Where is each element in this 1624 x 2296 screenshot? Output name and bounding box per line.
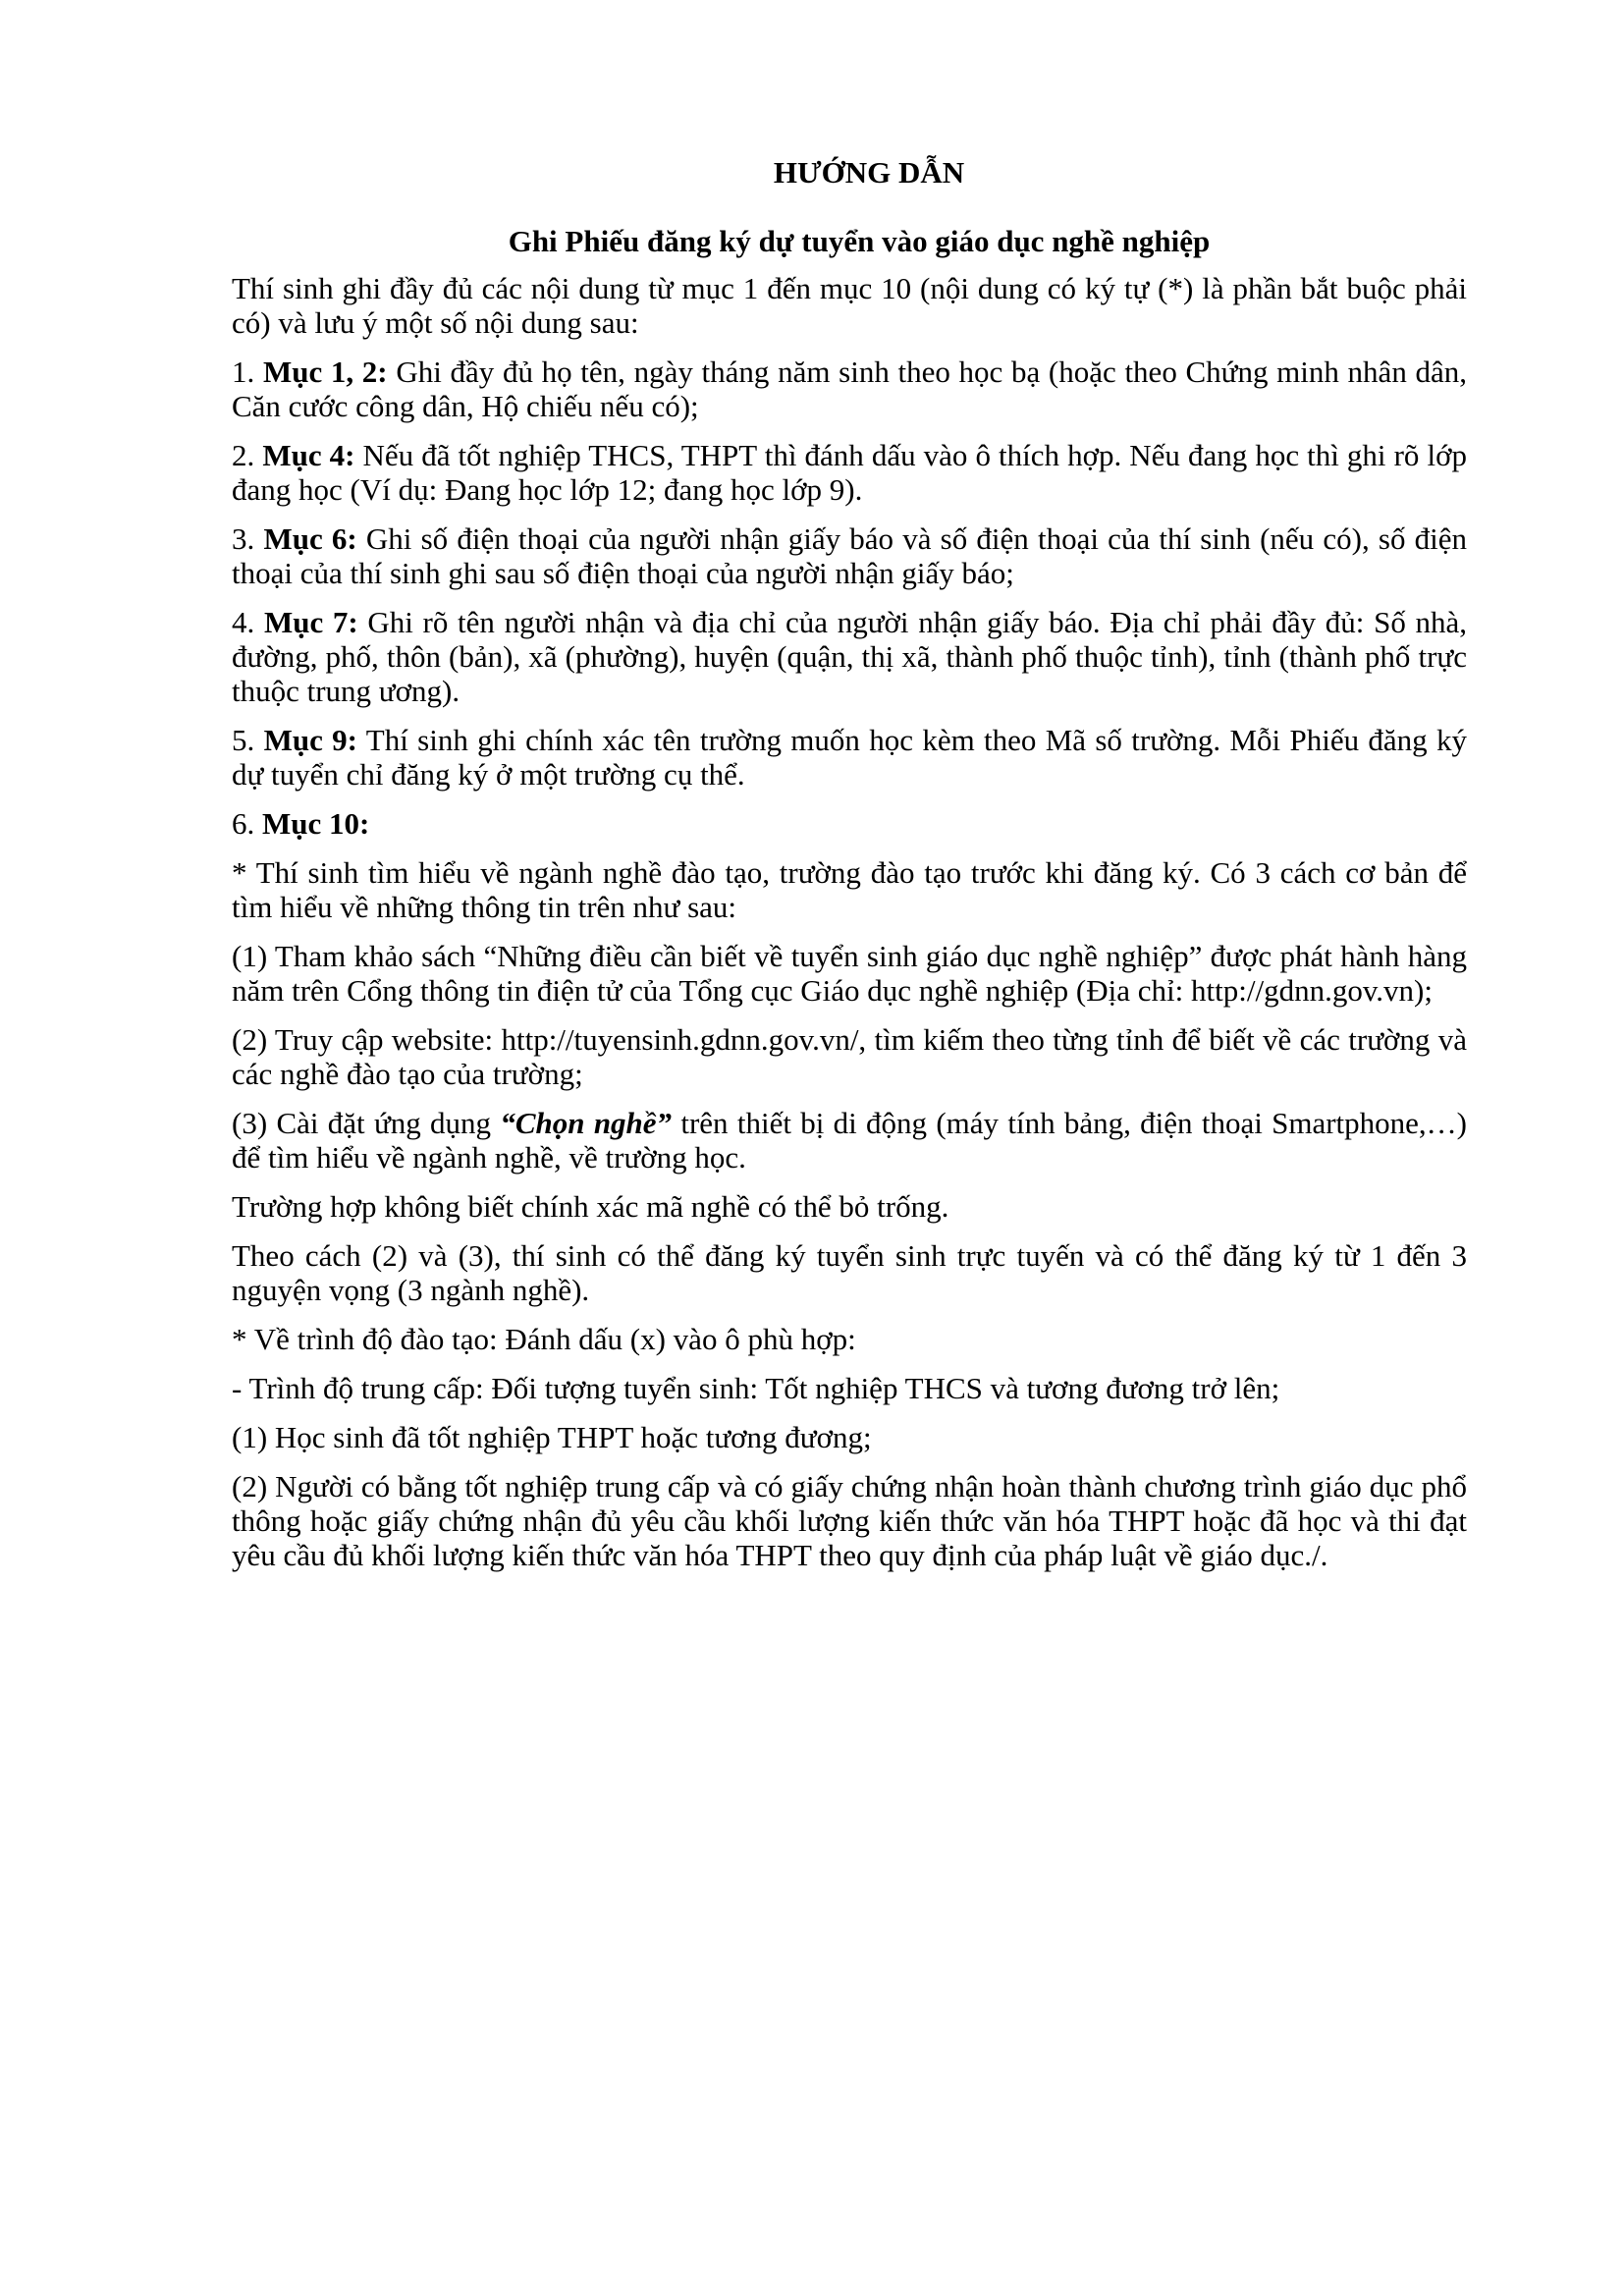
muc10-paragraph-trung-cap: - Trình độ trung cấp: Đối tượng tuyển sinh: Tốt nghiệp THCS và tương đương trở lên; <box>232 1371 1280 1405</box>
muc10-paragraph-condition-1: (1) Học sinh đã tốt nghiệp THPT hoặc tương đương; <box>232 1420 872 1454</box>
item-muc-1-2 <box>232 355 1467 423</box>
item-muc-4 <box>232 438 1467 507</box>
method-3-after: trên thiết bị di động (máy tính bảng, điện thoại Smartphone,…) để tìm hiểu về ngành nghề, về trường học. <box>232 1106 1468 1175</box>
item-muc-10 <box>232 806 1467 841</box>
item-label: Mục 9: <box>263 723 357 757</box>
item-muc-6 <box>232 521 1467 590</box>
item-label: Mục 4: <box>262 438 355 472</box>
item-text: Ghi rõ tên người nhận và địa chỉ của người nhận giấy báo. Địa chỉ phải đầy đủ: Số nhà, đường, phố, thôn (bản), xã (phường), huyện (quận, thị xã, thành phố thuộc tỉnh), tỉnh (thành phố trực thuộc trung ương). <box>232 605 1468 708</box>
item-label: Mục 6: <box>263 521 357 556</box>
item-text: Thí sinh ghi chính xác tên trường muốn học kèm theo Mã số trường. Mỗi Phiếu đăng ký dự tuyển chỉ đăng ký ở một trường cụ thể. <box>232 723 1467 792</box>
muc10-paragraph-research: * Thí sinh tìm hiểu về ngành nghề đào tạo, trường đào tạo trước khi đăng ký. Có 3 cách cơ bản để tìm hiểu về những thông tin trên như sau: <box>232 855 1467 924</box>
app-name: “Chọn nghề” <box>500 1106 673 1140</box>
item-number: 5. <box>232 723 264 757</box>
item-text: Ghi đầy đủ họ tên, ngày tháng năm sinh theo học bạ (hoặc theo Chứng minh nhân dân, Căn cước công dân, Hộ chiếu nếu có); <box>232 355 1468 423</box>
item-number: 3. <box>232 521 264 556</box>
item-label: Mục 1, 2: <box>262 355 388 389</box>
muc10-paragraph-method-3 <box>232 1106 1467 1175</box>
muc10-paragraph-condition-2: (2) Người có bằng tốt nghiệp trung cấp và có giấy chứng nhận hoàn thành chương trình giáo dục phổ thông hoặc giấy chứng nhận đủ yêu cầu khối lượng kiến thức văn hóa THPT hoặc đã học và thi đạt yêu cầu đủ khối lượng kiến thức văn hóa THPT theo quy định của pháp luật về giáo dục./. <box>232 1469 1467 1572</box>
muc10-paragraph-level: * Về trình độ đào tạo: Đánh dấu (x) vào ô phù hợp: <box>232 1322 856 1356</box>
item-number: 2. <box>232 438 263 472</box>
item-text: Nếu đã tốt nghiệp THCS, THPT thì đánh dấu vào ô thích hợp. Nếu đang học thì ghi rõ lớp đang học (Ví dụ: Đang học lớp 12; đang học lớp 9). <box>232 438 1467 507</box>
item-muc-9 <box>232 723 1467 792</box>
document-page <box>232 155 1467 1587</box>
item-number: 1. <box>232 355 263 389</box>
muc10-paragraph-method-2: (2) Truy cập website: http://tuyensinh.gdnn.gov.vn/, tìm kiếm theo từng tỉnh để biết về các trường và các nghề đào tạo của trường; <box>232 1022 1467 1091</box>
document-title: HƯỚNG DẪN <box>773 155 965 190</box>
muc10-paragraph-method-1: (1) Tham khảo sách “Những điều cần biết về tuyển sinh giáo dục nghề nghiệp” được phát hành hàng năm trên Cổng thông tin điện tử của Tổng cục Giáo dục nghề nghiệp (Địa chỉ: http://gdnn.gov.vn); <box>232 939 1467 1008</box>
muc10-paragraph-blank-code: Trường hợp không biết chính xác mã nghề có thể bỏ trống. <box>232 1189 949 1224</box>
method-3-before: (3) Cài đặt ứng dụng <box>232 1106 501 1140</box>
document-subtitle: Ghi Phiếu đăng ký dự tuyển vào giáo dục nghề nghiệp <box>508 224 1211 258</box>
item-label: Mục 7: <box>263 605 358 639</box>
item-muc-7 <box>232 605 1467 708</box>
muc10-paragraph-online: Theo cách (2) và (3), thí sinh có thể đăng ký tuyển sinh trực tuyến và có thể đăng ký từ 1 đến 3 nguyện vọng (3 ngành nghề). <box>232 1238 1467 1307</box>
item-text: Ghi số điện thoại của người nhận giấy báo và số điện thoại của thí sinh (nếu có), số điện thoại của thí sinh ghi sau số điện thoại của người nhận giấy báo; <box>232 521 1468 590</box>
intro-paragraph: Thí sinh ghi đầy đủ các nội dung từ mục 1 đến mục 10 (nội dung có ký tự (*) là phần bắt buộc phải có) và lưu ý một số nội dung sau: <box>232 271 1467 340</box>
item-label: Mục 10: <box>262 806 370 841</box>
item-number: 6. <box>232 806 262 841</box>
item-number: 4. <box>232 605 264 639</box>
